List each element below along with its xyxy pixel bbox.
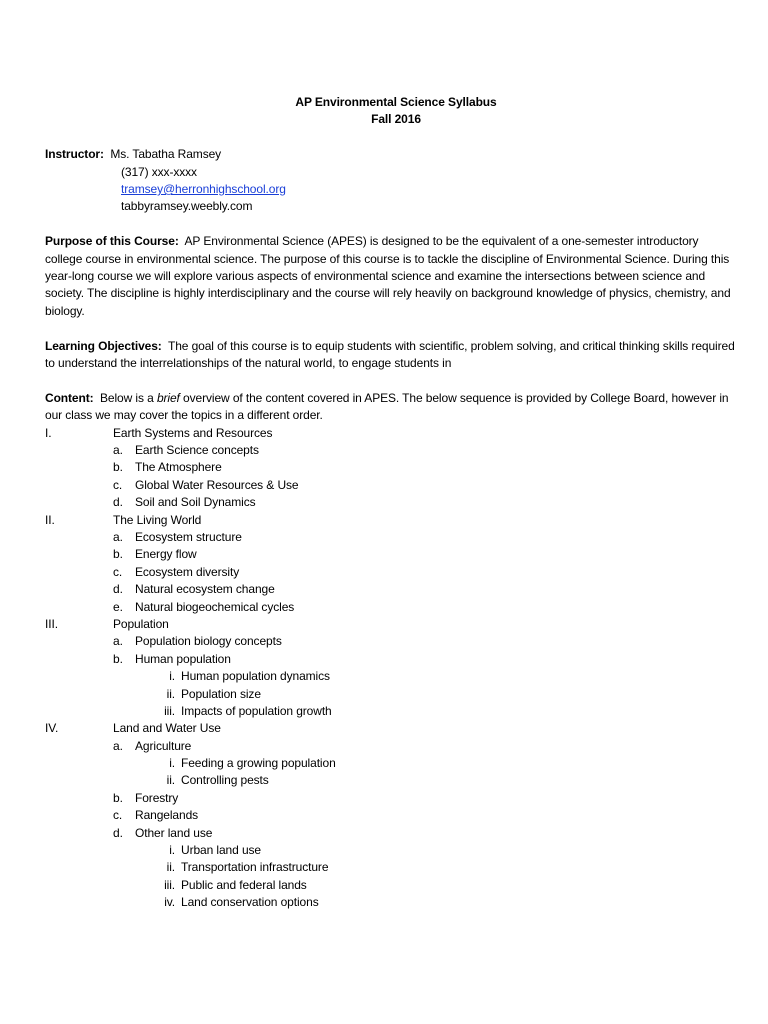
content-label: Content: <box>45 390 94 405</box>
outline-marker: ii. <box>166 773 175 788</box>
outline-item-level-3 <box>45 877 735 894</box>
outline-text: Natural biogeochemical cycles <box>135 599 295 614</box>
outline-text: Impacts of population growth <box>181 703 332 718</box>
outline-marker: iii. <box>164 703 175 718</box>
instructor-email-link[interactable]: tramsey@herronhighschool.org <box>121 182 286 197</box>
outline-marker: d. <box>113 495 123 510</box>
outline-text: Agriculture <box>135 738 192 753</box>
outline-text: Earth Systems and Resources <box>113 425 273 440</box>
outline-marker: d. <box>113 825 123 840</box>
spacer <box>45 129 735 146</box>
outline-marker: I. <box>45 425 52 440</box>
document-title: AP Environmental Science Syllabus <box>295 95 497 109</box>
outline-marker: a. <box>113 738 123 753</box>
outline-marker: b. <box>113 790 123 805</box>
outline-item-level-2 <box>45 494 735 511</box>
outline-item-level-2 <box>45 633 735 650</box>
outline-text: Population biology concepts <box>135 634 282 649</box>
outline-text: Other land use <box>135 825 213 840</box>
outline-item-level-2 <box>45 581 735 598</box>
outline-item-level-3 <box>45 686 735 703</box>
outline-marker: i. <box>169 756 175 771</box>
outline-item-level-2 <box>45 546 735 563</box>
document-term: Fall 2016 <box>371 112 421 127</box>
outline-text: The Living World <box>113 512 202 527</box>
outline-marker: a. <box>113 530 123 544</box>
outline-text: Public and federal lands <box>181 877 307 892</box>
outline-text: Population <box>113 616 169 631</box>
outline-text: Human population dynamics <box>181 669 330 684</box>
content-emphasis: brief <box>156 390 180 405</box>
outline-text: Human population <box>135 651 231 666</box>
purpose-text: AP Environmental Science (APES) is designed to be the equivalent of a one-semester introductory college course in environmental science. The purpose of this course is to tackle the discipline of Environmental Science. During this year-long course we will explore various aspects of environmental science and examine the intersections between science and society. The discipline is highly interdisciplinary and the course will rely heavily on background knowledge of physics, chemistry, and biology. <box>45 234 731 318</box>
syllabus-page <box>45 94 735 912</box>
outline-marker: a. <box>113 634 123 649</box>
purpose-label: Purpose of this Course: <box>45 234 179 249</box>
spacer <box>45 320 735 337</box>
outline-item-level-1 <box>45 616 735 633</box>
spacer <box>45 216 735 233</box>
spacer <box>45 372 735 389</box>
outline-item-level-2 <box>45 529 735 546</box>
outline-item-level-2 <box>45 807 735 824</box>
outline-item-level-2 <box>45 599 735 616</box>
outline-item-level-1 <box>45 512 735 529</box>
outline-text: Soil and Soil Dynamics <box>135 495 256 510</box>
outline-marker: iv. <box>164 895 175 910</box>
outline-item-level-3 <box>45 772 735 789</box>
outline-text: Land conservation options <box>181 895 319 910</box>
outline-item-level-2 <box>45 564 735 581</box>
outline-text: Forestry <box>135 790 179 805</box>
purpose-paragraph <box>45 233 735 320</box>
outline-text: Natural ecosystem change <box>135 582 275 597</box>
outline-marker: b. <box>113 547 123 562</box>
outline-item-level-3 <box>45 755 735 772</box>
outline-text: Controlling pests <box>181 773 269 788</box>
outline-item-level-1 <box>45 425 735 442</box>
outline-item-level-2 <box>45 442 735 459</box>
outline-item-level-3 <box>45 859 735 876</box>
outline-marker: b. <box>113 651 123 666</box>
outline-text: Rangelands <box>135 808 199 823</box>
outline-item-level-3 <box>45 703 735 720</box>
outline-item-level-2 <box>45 459 735 476</box>
outline-item-level-2 <box>45 790 735 807</box>
outline-text: Earth Science concepts <box>135 443 259 458</box>
outline-text: Ecosystem structure <box>135 530 242 544</box>
outline-item-level-3 <box>45 668 735 685</box>
outline-marker: ii. <box>166 686 175 701</box>
objectives-text: The goal of this course is to equip students with scientific, problem solving, and critical thinking skills required to understand the interrelationships of the natural world, to engage students in <box>45 338 735 371</box>
outline-marker: c. <box>113 477 123 492</box>
outline-marker: III. <box>45 616 58 631</box>
outline-text: Transportation infrastructure <box>181 860 329 875</box>
content-paragraph <box>45 390 735 425</box>
outline-text: The Atmosphere <box>135 460 222 475</box>
outline-item-level-2 <box>45 825 735 842</box>
content-text-before: Below is a <box>100 390 154 405</box>
objectives-label: Learning Objectives: <box>45 338 162 353</box>
outline-marker: IV. <box>45 721 59 736</box>
outline-text: Ecosystem diversity <box>135 564 240 579</box>
objectives-paragraph <box>45 338 735 373</box>
instructor-name: Ms. Tabatha Ramsey <box>110 147 222 162</box>
content-outline <box>45 425 735 912</box>
outline-text: Global Water Resources & Use <box>135 477 299 492</box>
outline-item-level-1 <box>45 720 735 737</box>
instructor-label: Instructor: <box>45 147 104 162</box>
outline-text: Feeding a growing population <box>181 756 336 771</box>
outline-marker: II. <box>45 512 55 527</box>
outline-marker: c. <box>113 564 123 579</box>
outline-marker: ii. <box>166 860 175 875</box>
outline-item-level-2 <box>45 651 735 668</box>
outline-marker: i. <box>169 843 175 858</box>
outline-item-level-3 <box>45 894 735 911</box>
instructor-line <box>45 146 735 163</box>
outline-text: Land and Water Use <box>113 721 221 736</box>
outline-marker: c. <box>113 808 123 823</box>
outline-item-level-2 <box>45 738 735 755</box>
content-text-after: overview of the content covered in APES. The below sequence is provided by College Board, however in our class we may cover the topics in a different order. <box>45 390 729 423</box>
outline-marker: a. <box>113 443 123 458</box>
outline-text: Urban land use <box>181 843 261 858</box>
outline-marker: d. <box>113 582 123 597</box>
instructor-email-line <box>45 181 735 198</box>
outline-marker: iii. <box>164 877 175 892</box>
instructor-phone: (317) xxx-xxxx <box>121 164 197 179</box>
outline-item-level-3 <box>45 842 735 859</box>
outline-marker: e. <box>113 599 123 614</box>
instructor-website: tabbyramsey.weebly.com <box>121 199 253 214</box>
outline-item-level-2 <box>45 477 735 494</box>
outline-text: Energy flow <box>135 547 197 562</box>
outline-marker: i. <box>169 669 175 684</box>
outline-text: Population size <box>181 686 261 701</box>
outline-marker: b. <box>113 460 123 475</box>
